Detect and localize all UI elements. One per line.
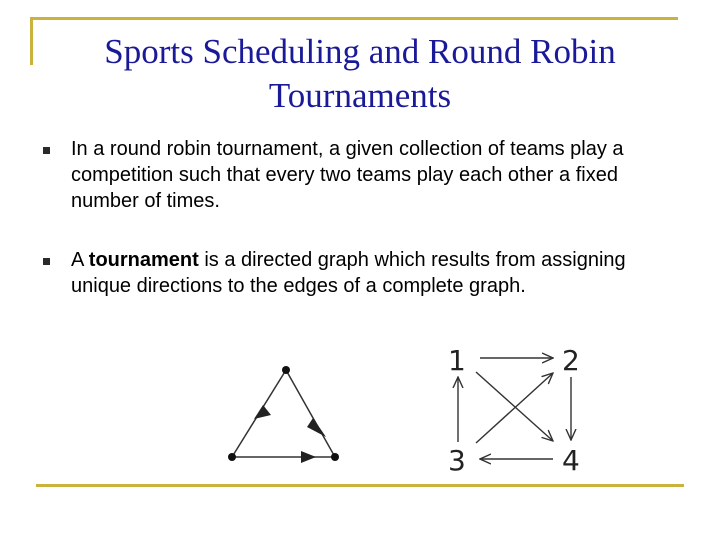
edge-arrowhead [254,405,271,419]
graph-vertex [228,453,236,461]
triangle-tournament-graph [228,366,339,463]
bullet-bold-term: tournament [88,249,199,271]
bullet-text-before: A [71,249,89,271]
title-line-1: Sports Scheduling and Round Robin [104,32,616,71]
edge-1-to-4 [476,372,553,441]
labeled-tournament-graph [448,344,580,477]
edge-3-to-2 [476,373,553,443]
node-label-4: 4 [562,444,580,477]
edge-arrowhead [301,451,316,463]
bullet-text-after: is a directed graph which results from assigning unique directions to the edges of a complete graph. [71,249,626,297]
node-label-1: 1 [448,344,466,377]
node-label-3: 3 [448,444,466,477]
title-line-2: Tournaments [268,76,452,115]
graph-vertex [282,366,290,374]
triangle-edge [286,370,335,457]
decorative-bottom-line [36,484,684,487]
graph-vertex [331,453,339,461]
node-label-2: 2 [562,344,580,377]
edge-arrowhead [307,418,326,437]
bullet-text: In a round robin tournament, a given collection of teams play a competition such that every two teams play each other a fixed number of times. [71,138,624,212]
